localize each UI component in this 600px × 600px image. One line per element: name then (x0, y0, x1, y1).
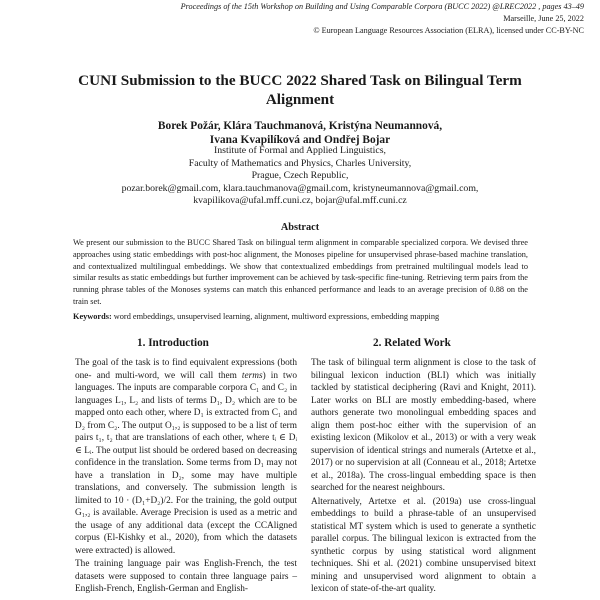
email-line-2: kvapilikova@ufal.mff.cuni.cz, bojar@ufal.mff.cuni.cz (193, 195, 407, 206)
related-paragraph-2: Alternatively, Artetxe et al. (2019a) use cross-lingual embeddings to build a phrase-table of an unsupervised statistical MT system which is used to generate a synthetic parallel corpus. The bilingual lexicon is extracted from the synthetic corpus by using statistical word alignment techniques. Shi et al. (2021) combine unsupervised bitext mining and unsupervised word alignment to obtain a lexicon of state-of-the-art quality. (311, 496, 536, 594)
paper-title: CUNI Submission to the BUCC 2022 Shared Task on Bilingual Term Alignment (78, 72, 522, 108)
left-column (75, 357, 297, 596)
section-heading-introduction: 1. Introduction (137, 337, 209, 349)
proceedings-header (154, 1, 584, 37)
section-heading-related-work: 2. Related Work (373, 337, 451, 349)
right-column (311, 357, 536, 596)
author-list (60, 119, 540, 147)
keywords-text: word embeddings, unsupervised learning, alignment, multiword expressions, embedding mapping (113, 312, 440, 321)
abstract-text: We present our submission to the BUCC Shared Task on bilingual term alignment in comparable specialized corpora. We devised three approaches using static embeddings with post-hoc alignment, the Monoses pipeline for unsupervised phrase-based machine translation, and contextualized multilingual embeddings. We show that contextualized embeddings from pretrained multilingual models lead to similar results as static embeddings but further improvement can be achieved by task-specific fine-tuning. Retrieving term pairs from the running phrase tables of the Monoses systems can match this enhanced performance and leads to an average precision of 0.88 on the train set. (73, 238, 528, 306)
proceedings-line: Proceedings of the 15th Workshop on Building and Using Comparable Corpora (BUCC 2022) @LREC2022 , pages 43–49 (180, 2, 584, 11)
intro-paragraph-1 (75, 357, 297, 557)
abstract-heading: Abstract (280, 222, 320, 233)
authors-line-1: Borek Požár, Klára Tauchmanová, Kristýna Neumannová, (157, 120, 443, 132)
affiliation-line-3: Prague, Czech Republic, (251, 170, 349, 181)
authors-line-2: Ivana Kvapilíková and Ondřej Bojar (209, 134, 391, 146)
intro-p1-rest: ) in two languages. The inputs are comparable corpora C₁ and C₂ in languages L₁, L₂ and lists of terms D₁, D₂ which are to be mapped onto each other, where D₁ is extracted from C₁ and D₂ from C₂. The output O₁,₂ is supposed to be a list of term pairs t₁, t₂ that are translations of each other, where tᵢ ∈ Dᵢ ∈ Lᵢ. The output list should be ordered based on decreasing confidence in the translation. Some terms from D₁ may not have a translation in D₂, some may have multiple translations, and conversely. The submission length is limited to 10 · (D₁+D₂)/2. For the training, the gold output G₁,₂ is available. Average Precision is used as a metric and the usage of any additional data (except the CCAligned corpus (El-Kishky et al., 2020), from which the datasets were extracted) is allowed. (75, 370, 297, 556)
email-line-1: pozar.borek@gmail.com, klara.tauchmanova@gmail.com, kristyneumannova@gmail.com, (121, 182, 479, 194)
keywords-line (73, 311, 528, 322)
copyright-line: © European Language Resources Association (ELRA), licensed under CC-BY-NC (313, 26, 584, 35)
affiliation-line-1: Institute of Formal and Applied Linguistics, (214, 145, 386, 156)
keywords-label: Keywords: (73, 312, 112, 321)
intro-p1-start: The goal of the task is to find equivalent expressions (both one- and multi-word, we will call them (75, 358, 297, 381)
affiliation-block (60, 145, 540, 208)
venue-date-line: Marseille, June 25, 2022 (503, 14, 584, 23)
affiliation-line-2: Faculty of Mathematics and Physics, Charles University, (188, 157, 412, 169)
intro-paragraph-2: The training language pair was English-French, the test datasets were supposed to contain three language pairs – English-French, English-German and English- (75, 559, 297, 594)
related-paragraph-1: The task of bilingual term alignment is close to the task of bilingual lexicon induction (BLI) which was initially tackled by statistical deciphering (Ravi and Knight, 2011). Later works on BLI are mostly embedding-based, where authors generate two monolingual embedding spaces and align them post-hoc either with the supervision of an existing lexicon (Mikolov et al., 2013) or with a very weak supervision of identical strings and numerals (Artetxe et al., 2017) or no supervision at all (Conneau et al., 2018; Artetxe et al., 2018a). The cross-lingual embedding space is then searched for the nearest neighbours. (311, 358, 536, 493)
terms-emphasis: terms (241, 370, 263, 381)
